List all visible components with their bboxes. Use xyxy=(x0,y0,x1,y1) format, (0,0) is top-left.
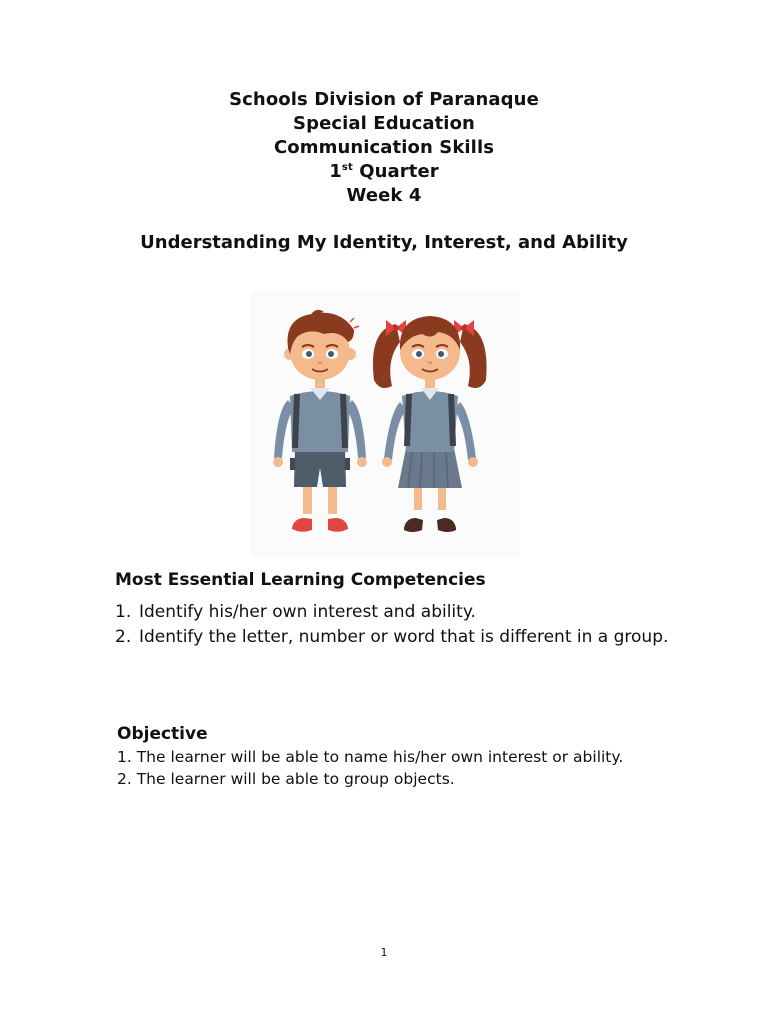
list-item-text: Identify his/her own interest and ability. xyxy=(139,602,476,622)
quarter-label xyxy=(0,160,768,184)
program-name: Special Education xyxy=(293,113,475,134)
boy-and-girl-students-icon xyxy=(250,290,520,558)
objective-list xyxy=(117,746,717,790)
list-item-number: 2. xyxy=(115,626,132,647)
list-item: 2. The learner will be able to group objects. xyxy=(117,770,455,788)
list-item: 1. The learner will be able to name his/her own interest or ability. xyxy=(117,748,624,766)
list-item xyxy=(115,600,675,625)
objective-heading: Objective xyxy=(117,724,208,744)
list-item-text: Identify the letter, number or word that is different in a group. xyxy=(139,626,669,647)
quarter-suffix: st xyxy=(341,162,353,173)
students-illustration xyxy=(250,290,520,558)
page-number: 1 xyxy=(380,946,388,959)
competencies-list xyxy=(115,600,675,649)
competencies-heading: Most Essential Learning Competencies xyxy=(115,570,486,590)
document-title: Understanding My Identity, Interest, and Ability xyxy=(140,232,628,253)
school-division: Schools Division of Paranaque xyxy=(229,89,539,110)
girl-figure xyxy=(373,316,487,532)
week-label: Week 4 xyxy=(346,185,422,206)
boy-figure xyxy=(273,310,367,535)
list-item xyxy=(115,625,675,650)
subject-name: Communication Skills xyxy=(273,137,495,158)
quarter-word: Quarter xyxy=(352,161,439,182)
list-item-number: 1. xyxy=(115,602,132,622)
document-header xyxy=(0,88,768,208)
quarter-number: 1 xyxy=(329,161,342,182)
